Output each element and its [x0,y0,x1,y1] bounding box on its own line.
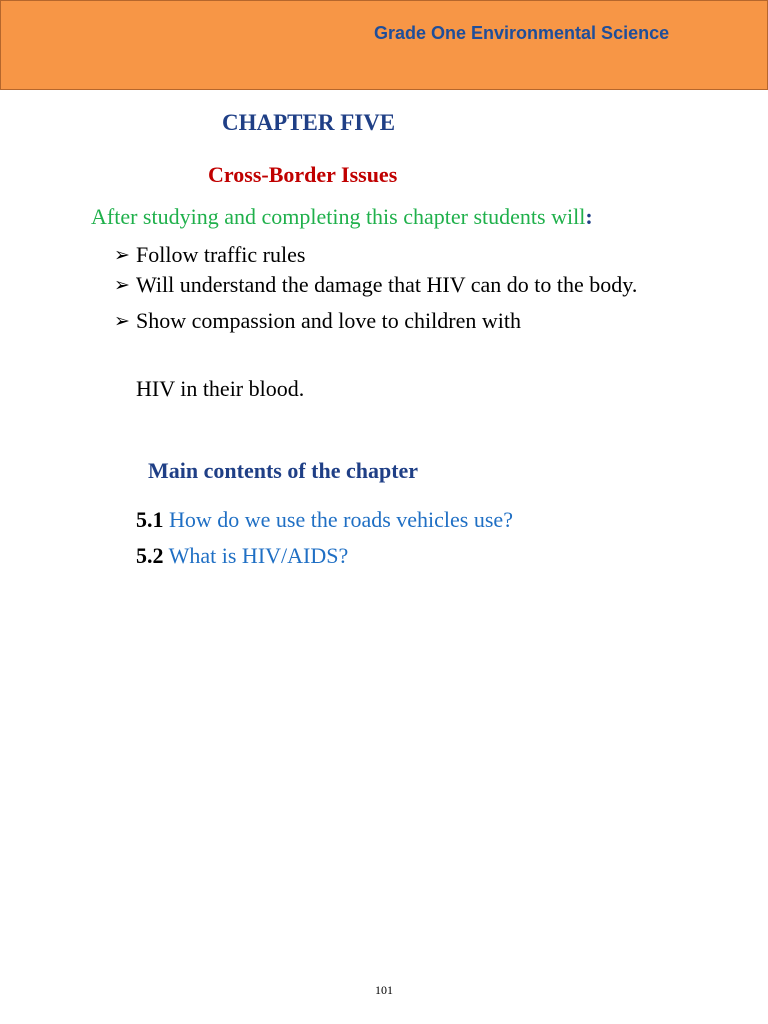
chapter-subtitle: Cross-Border Issues [208,162,398,187]
arrow-bullet-icon: ➢ [114,244,130,266]
objective-text: Follow traffic rules [136,242,306,267]
intro-text: After studying and completing this chapter students will [91,204,586,229]
page-number: 101 [375,983,393,997]
toc-number: 5.1 [136,507,164,532]
objectives-list [114,240,674,336]
toc-entry[interactable] [136,538,556,574]
toc-entry[interactable] [136,502,556,538]
list-item [114,270,674,300]
intro-colon: : [585,204,593,229]
arrow-bullet-icon: ➢ [114,274,130,296]
list-item [114,240,674,270]
chapter-title: CHAPTER FIVE [222,110,396,135]
objective-continuation: HIV in their blood. [136,376,305,401]
list-item [114,306,674,336]
arrow-bullet-icon: ➢ [114,310,130,332]
objective-text: Show compassion and love to children with [136,308,521,333]
learning-objectives-intro [91,204,593,230]
toc-link[interactable]: How do we use the roads vehicles use? [169,507,513,532]
table-of-contents [136,502,556,574]
toc-number: 5.2 [136,543,164,568]
toc-link[interactable]: What is HIV/AIDS? [168,543,349,568]
objective-text: Will understand the damage that HIV can do to the body. [136,272,638,297]
header-band [0,0,768,90]
header-title: Grade One Environmental Science [374,23,670,43]
contents-heading: Main contents of the chapter [148,458,419,483]
